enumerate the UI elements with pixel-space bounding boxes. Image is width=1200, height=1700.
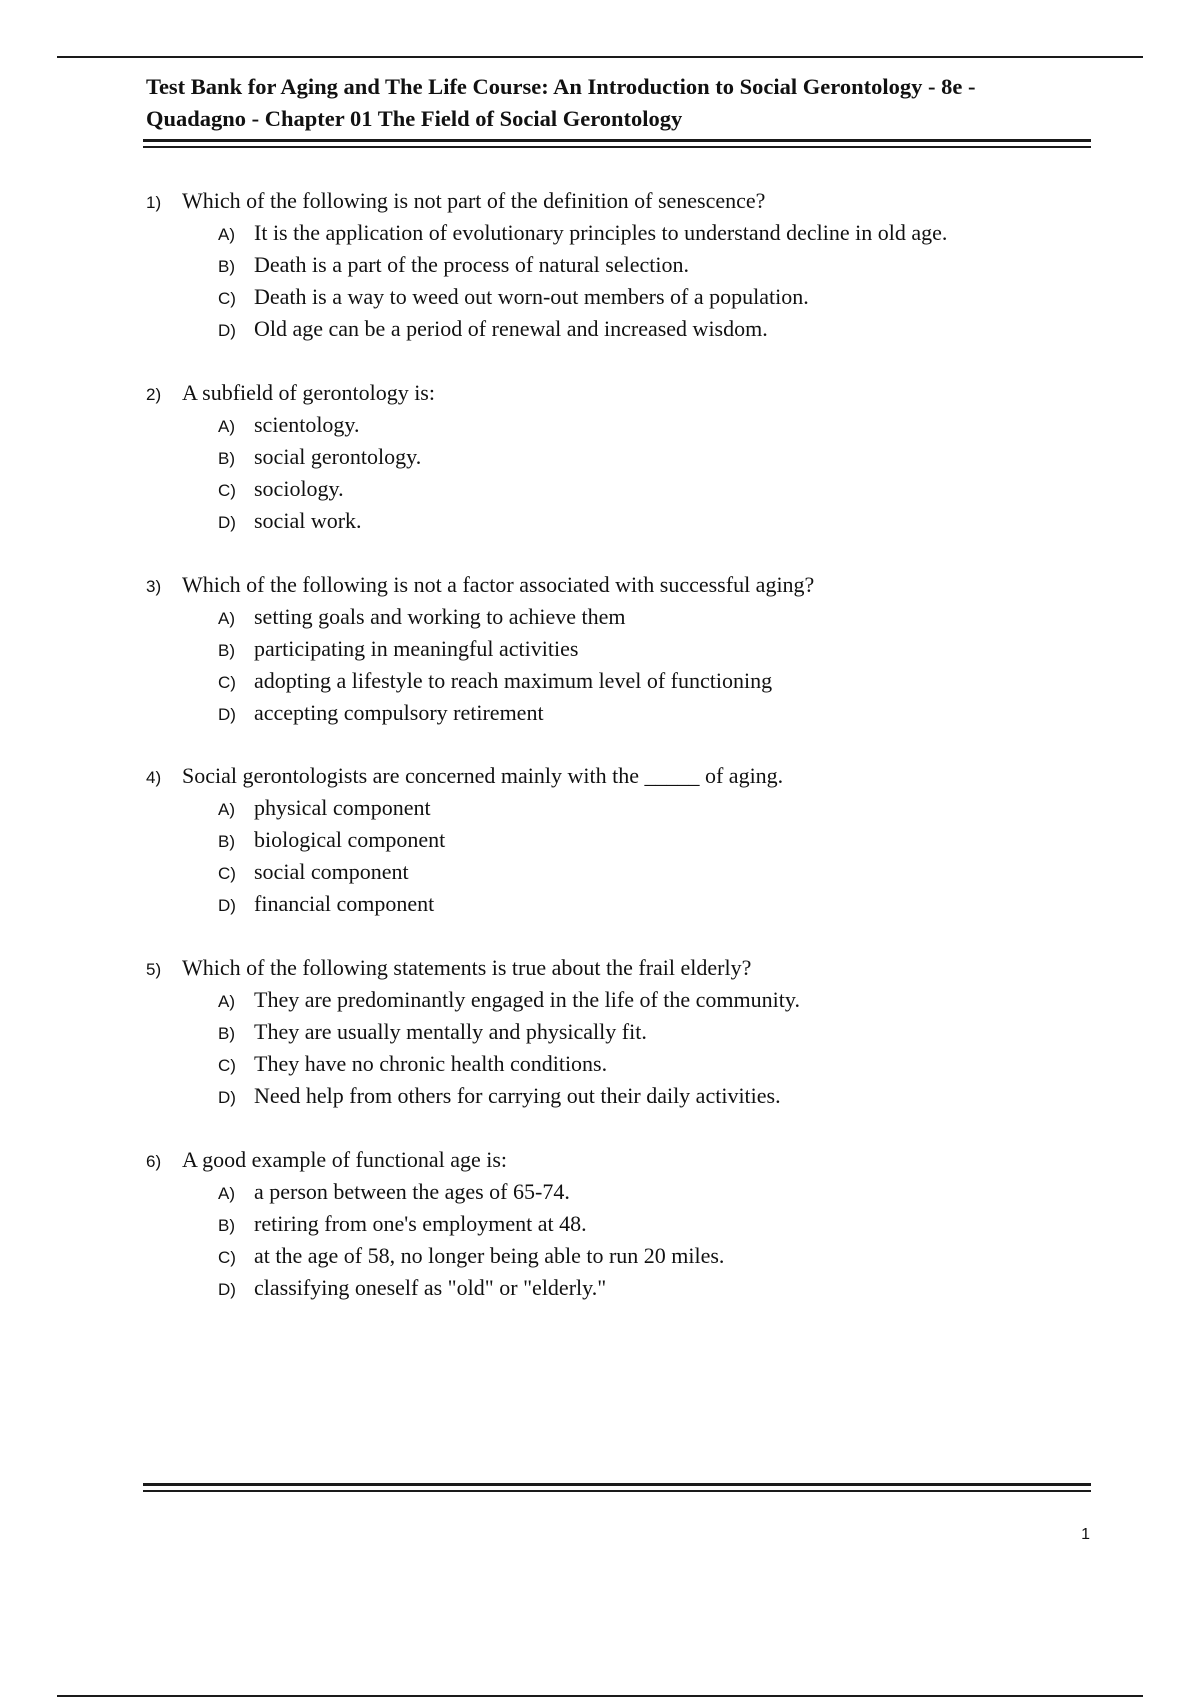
option-letter: C)	[218, 673, 236, 692]
question-stem	[146, 569, 1106, 601]
answer-option-b	[218, 1208, 1106, 1240]
question-number: 1)	[146, 193, 162, 212]
question-number: 3)	[146, 577, 162, 596]
title-divider	[143, 139, 1091, 148]
option-letter: A)	[218, 800, 235, 819]
option-letter: D)	[218, 1280, 236, 1299]
option-text: Death is a part of the process of natural selection.	[254, 252, 689, 277]
option-letter: B)	[218, 449, 235, 468]
option-letter: A)	[218, 417, 235, 436]
answer-options	[146, 792, 1106, 920]
option-letter: A)	[218, 1184, 235, 1203]
question-text: Which of the following is not a factor associated with successful aging?	[182, 572, 815, 597]
answer-options	[146, 217, 1106, 345]
option-letter: B)	[218, 1216, 235, 1235]
question-text: Which of the following statements is true about the frail elderly?	[182, 955, 752, 980]
option-text: social component	[254, 859, 409, 884]
question-1	[146, 185, 1106, 345]
question-text: A subfield of gerontology is:	[182, 380, 435, 405]
answer-options	[146, 409, 1106, 537]
question-text: Which of the following is not part of the definition of senescence?	[182, 188, 766, 213]
footer-divider	[143, 1483, 1091, 1492]
answer-option-a	[218, 601, 1106, 633]
question-text: Social gerontologists are concerned mainly with the _____ of aging.	[182, 763, 784, 788]
option-letter: D)	[218, 513, 236, 532]
page-bottom-border	[57, 1695, 1143, 1697]
option-text: They are predominantly engaged in the life of the community.	[254, 987, 800, 1012]
option-text: physical component	[254, 795, 431, 820]
document-title: Test Bank for Aging and The Life Course: An Introduction to Social Gerontology - 8e - Quadagno - Chapter 01 The Field of Social Gerontology	[146, 74, 976, 131]
answer-options	[146, 984, 1106, 1112]
option-text: classifying oneself as "old" or "elderly."	[254, 1275, 607, 1300]
question-number: 4)	[146, 768, 162, 787]
option-letter: C)	[218, 481, 236, 500]
option-text: setting goals and working to achieve them	[254, 604, 626, 629]
answer-option-a	[218, 217, 1106, 249]
option-text: sociology.	[254, 476, 344, 501]
answer-option-c	[218, 281, 1106, 313]
question-2	[146, 377, 1106, 537]
question-stem	[146, 185, 1106, 217]
option-letter: D)	[218, 321, 236, 340]
answer-option-b	[218, 441, 1106, 473]
question-number: 6)	[146, 1152, 162, 1171]
question-stem	[146, 377, 1106, 409]
option-letter: B)	[218, 257, 235, 276]
question-4	[146, 760, 1106, 920]
option-text: scientology.	[254, 412, 360, 437]
option-text: financial component	[254, 891, 435, 916]
option-letter: C)	[218, 1248, 236, 1267]
option-text: participating in meaningful activities	[254, 636, 579, 661]
option-text: biological component	[254, 827, 446, 852]
option-letter: C)	[218, 864, 236, 883]
option-text: social gerontology.	[254, 444, 422, 469]
option-text: accepting compulsory retirement	[254, 700, 544, 725]
answer-options	[146, 1176, 1106, 1304]
answer-option-d	[218, 505, 1106, 537]
option-text: They are usually mentally and physically fit.	[254, 1019, 647, 1044]
option-text: They have no chronic health conditions.	[254, 1051, 608, 1076]
question-text: A good example of functional age is:	[182, 1147, 508, 1172]
question-stem	[146, 760, 1106, 792]
question-number: 5)	[146, 960, 162, 979]
answer-option-a	[218, 1176, 1106, 1208]
answer-option-d	[218, 697, 1106, 729]
option-text: It is the application of evolutionary principles to understand decline in old age.	[254, 220, 948, 245]
option-letter: B)	[218, 641, 235, 660]
question-6	[146, 1144, 1106, 1304]
option-text: Need help from others for carrying out their daily activities.	[254, 1083, 781, 1108]
question-3	[146, 569, 1106, 729]
page-number: 1	[1081, 1526, 1090, 1543]
option-letter: B)	[218, 1024, 235, 1043]
answer-options	[146, 601, 1106, 729]
option-text: Old age can be a period of renewal and increased wisdom.	[254, 316, 768, 341]
answer-option-c	[218, 1240, 1106, 1272]
answer-option-a	[218, 409, 1106, 441]
answer-option-b	[218, 633, 1106, 665]
option-letter: A)	[218, 992, 235, 1011]
answer-option-d	[218, 313, 1106, 345]
option-letter: D)	[218, 896, 236, 915]
option-letter: A)	[218, 225, 235, 244]
answer-option-c	[218, 1048, 1106, 1080]
answer-option-a	[218, 984, 1106, 1016]
answer-option-c	[218, 856, 1106, 888]
question-number: 2)	[146, 385, 162, 404]
option-text: at the age of 58, no longer being able to run 20 miles.	[254, 1243, 725, 1268]
option-letter: C)	[218, 289, 236, 308]
answer-option-a	[218, 792, 1106, 824]
option-letter: B)	[218, 832, 235, 851]
answer-option-b	[218, 824, 1106, 856]
option-letter: D)	[218, 705, 236, 724]
option-text: adopting a lifestyle to reach maximum level of functioning	[254, 668, 773, 693]
option-text: a person between the ages of 65-74.	[254, 1179, 570, 1204]
option-letter: C)	[218, 1056, 236, 1075]
page-top-border	[57, 56, 1143, 58]
answer-option-b	[218, 249, 1106, 281]
answer-option-d	[218, 1080, 1106, 1112]
question-5	[146, 952, 1106, 1112]
answer-option-c	[218, 665, 1106, 697]
answer-option-d	[218, 888, 1106, 920]
option-letter: A)	[218, 609, 235, 628]
answer-option-b	[218, 1016, 1106, 1048]
answer-option-c	[218, 473, 1106, 505]
question-stem	[146, 952, 1106, 984]
option-text: retiring from one's employment at 48.	[254, 1211, 587, 1236]
question-stem	[146, 1144, 1106, 1176]
answer-option-d	[218, 1272, 1106, 1304]
option-text: social work.	[254, 508, 362, 533]
option-text: Death is a way to weed out worn-out members of a population.	[254, 284, 809, 309]
option-letter: D)	[218, 1088, 236, 1107]
